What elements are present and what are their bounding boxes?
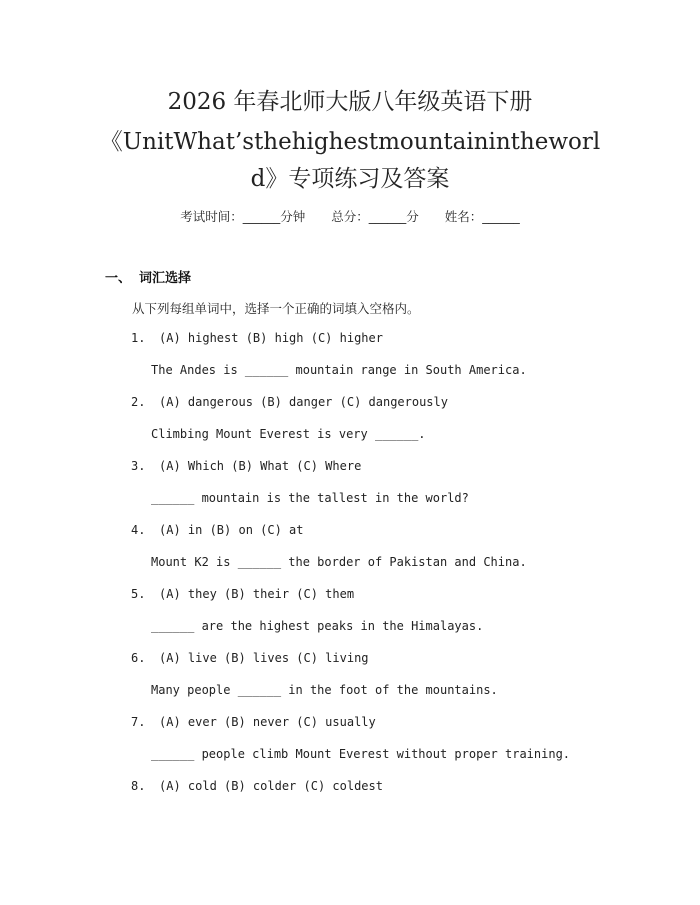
question-sentence: Mount K2 is ______ the border of Pakistan and China. (151, 555, 527, 569)
question-options (131, 459, 361, 473)
question-number: 1. (131, 331, 146, 345)
question-options (131, 523, 304, 537)
question-number: 8. (131, 779, 146, 793)
question-options (131, 587, 354, 601)
section-number: 一、 (105, 271, 132, 286)
section-heading (105, 267, 191, 286)
question-sentence: Many people ______ in the foot of the mountains. (151, 683, 498, 697)
question-number: 7. (131, 715, 146, 729)
question-sentence: Climbing Mount Everest is very ______. (151, 427, 426, 441)
question-sentence: ______ are the highest peaks in the Himalayas. (151, 619, 484, 633)
option-list: (A) in (B) on (C) at (159, 523, 304, 537)
question-options (131, 395, 448, 409)
question-number: 3. (131, 459, 146, 473)
question-sentence: ______ mountain is the tallest in the world? (151, 491, 469, 505)
student-name-field: 姓名：______ (444, 209, 520, 224)
question-sentence: ______ people climb Mount Everest without proper training. (151, 747, 571, 761)
option-list: (A) highest (B) high (C) higher (159, 331, 383, 345)
title-line-2: 《UnitWhat’sthehighestmountainintheworl (99, 129, 601, 155)
total-score-field: 总分：______分 (331, 209, 419, 224)
question-sentence: The Andes is ______ mountain range in South America. (151, 363, 527, 377)
option-list: (A) dangerous (B) danger (C) dangerously (159, 395, 448, 409)
exam-time-field: 考试时间：______分钟 (180, 209, 306, 224)
section-title: 词汇选择 (139, 271, 192, 286)
title-line-1: 2026 年春北师大版八年级英语下册 (167, 89, 533, 115)
option-list: (A) ever (B) never (C) usually (159, 715, 376, 729)
question-number: 5. (131, 587, 146, 601)
option-list: (A) live (B) lives (C) living (159, 651, 369, 665)
option-list: (A) they (B) their (C) them (159, 587, 355, 601)
question-options (131, 651, 369, 665)
question-number: 6. (131, 651, 146, 665)
question-number: 4. (131, 523, 146, 537)
question-options (131, 331, 383, 345)
section-instruction: 从下列每组单词中，选择一个正确的词填入空格内。 (132, 301, 420, 316)
exam-info-line (0, 207, 700, 225)
question-options (131, 715, 376, 729)
question-number: 2. (131, 395, 146, 409)
question-options (131, 779, 383, 793)
option-list: (A) Which (B) What (C) Where (159, 459, 362, 473)
option-list: (A) cold (B) colder (C) coldest (159, 779, 383, 793)
title-line-3: d》专项练习及答案 (250, 166, 450, 192)
